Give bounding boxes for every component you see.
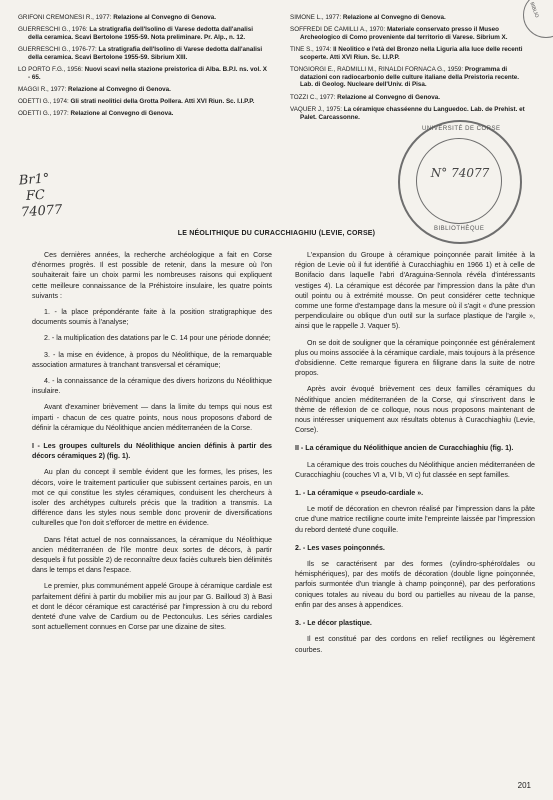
section-heading: II - La céramique du Néolithique ancien de Curacchiaghiu (fig. 1). <box>295 444 514 453</box>
paragraph: Ils se caractérisent par des formes (cylindro-sphéroïdales ou hémisphériques), par des motifs de décoration (double ligne poinçonnée, parfois surmontée d'un triangle à champ poinçonné), par des perforations coniques totales au niveau du bord ou partielles au niveau de la panse, enfin par des anses à appendices. <box>295 560 535 609</box>
left-column <box>32 250 272 639</box>
reference-author: LO PORTO F.G., 1956: <box>18 66 83 74</box>
reference-title: La stratigrafia dell'Isolino di Varese dedotta dall'analisi della ceramica. Scavi Bertolone 1955-59. Nota preliminare. Pr. Alp., n. 12. <box>28 26 254 41</box>
page-number: 201 <box>517 781 531 790</box>
paragraph: Le premier, plus communément appelé Groupe à céramique cardiale est parfaitement défini à partir du mobilier mis au jour par G. Bailloud 3) à Basi et dont le décor céramique est caractérisé par l'impression à cru du rebord denteté d'une valve de Cardium ou de Pectonculus. Les séries cardiales sont actuellement connues en Corse par une dizaine de sites. <box>32 582 272 632</box>
reference-entry <box>18 98 268 106</box>
reference-entry <box>290 26 530 41</box>
reference-title: Materiale conservato presso il Museo Archeologico di Como proveniente dal territorio di Varese. Sibrium X. <box>300 26 508 41</box>
reference-author: GUERRESCHI G., 1976-77: <box>18 46 97 54</box>
reference-author: GRIFONI CREMONESI R., 1977: <box>18 14 112 21</box>
reference-author: SOFFREDI DE CAMILLI A., 1970: <box>290 26 386 34</box>
reference-entry <box>18 86 268 94</box>
library-stamp-inner-ring <box>416 138 502 224</box>
reference-entry <box>290 94 530 102</box>
reference-title: La céramique chasséenne du Languedoc. Lab. de Prehist. et Palet. Carcassonne. <box>300 105 525 121</box>
handwritten-call-number <box>18 171 63 222</box>
corner-stamp-text: BIBLIO <box>528 1 540 19</box>
reference-author: SIMONE L., 1977: <box>290 14 342 21</box>
reference-author: TOZZI C., 1977: <box>290 93 336 101</box>
reference-entry <box>18 46 268 61</box>
subsection-heading: 1. - La céramique « pseudo-cardiale ». <box>295 489 424 498</box>
stamp-number: N° 74077 <box>430 166 490 180</box>
subsection-heading: 3. - Le décor plastique. <box>295 619 372 628</box>
reference-author: ODETTI G., 1974: <box>18 98 69 106</box>
reference-author: MAGGI R., 1977: <box>18 85 67 93</box>
paragraph: Avant d'examiner brièvement — dans la limite du temps qui nous est imparti - chacun de ces quatre points, nous nous proposons d'abord de définir la céramique du Néolithique ancien méditerranéen de la Corse. <box>32 403 272 432</box>
paragraph: 1. - la place prépondérante faite à la position stratigraphique des documents soumis à l'analyse; <box>32 308 272 327</box>
reference-title: Relazione al Convegno di Genova. <box>68 85 171 93</box>
reference-entry <box>290 46 530 61</box>
paragraph: Au plan du concept il semble évident que les formes, les prises, les décors, voire le traitement particulier que subissent certaines parois, en un mot ce qui constitue les styles céramiques, conduisent les chercheurs à isoler des archétypes culturels précis que la tradition a transmis. La différence dans les styles nous semble donc provenir de diversifications culturelles que l'on doit s'efforcer de mettre en évidence. <box>32 468 272 528</box>
reference-entry <box>290 14 530 22</box>
paragraph: On se doit de souligner que la céramique poinçonnée est généralement plus ou moins associée à la céramique cardiale, mais toujours à la présence d'obsidienne. Cette remarque figurera en filigrane dans la suite de notre propos. <box>295 338 535 378</box>
stamp-bottom-text: BIBLIOTHÈQUE <box>434 226 485 232</box>
section-heading: I - Les groupes culturels du Néolithique ancien définis à partir des décors céramiques 2) (fig. 1). <box>32 442 272 461</box>
paragraph: Ces dernières années, la recherche archéologique a fait en Corse d'énormes progrès. Il est possible de retenir, dans la mesure où l'on souhaiterait faire un choix parmi les nombreuses raisons qui expliquent cette meilleure connaissance de la Préhistoire insulaire, les quatre points suivants : <box>32 251 272 300</box>
paragraph: Après avoir évoqué brièvement ces deux familles céramiques du Néolithique ancien méditerranéen de la Corse, qui s'inscrivent dans le thème de réflexion de ce colloque, nous nous proposons maintenant de nous intéresser uniquement aux résultats obtenus à Curacchiaghiu (Levie, Corse). <box>295 385 535 435</box>
reference-title: Relazione al Convegno di Genova. <box>342 14 446 21</box>
references-right <box>290 14 530 126</box>
reference-entry <box>18 26 268 41</box>
paragraph: Dans l'état actuel de nos connaissances, la céramique du Néolithique ancien méditerranéen de l'île montre deux sortes de décors, à partir desquels il fut possible 2) de reconnaître deux faciès culturels bien délimités dans le temps et dans l'espace. <box>32 535 272 575</box>
handwritten-line-1: Br1° <box>18 171 50 189</box>
reference-title: La stratigrafia dell'Isolino di Varese dedotta dall'analisi della ceramica. Scavi Bertolone 1955-59. Sibrium XIII. <box>28 46 263 61</box>
reference-author: GUERRESCHI G., 1976: <box>18 26 88 34</box>
reference-author: TONGIORGI E., RADMILLI M., RINALDI FORNACA G., 1959: <box>290 66 464 74</box>
paragraph: Le motif de décoration en chevron réalisé par l'impression dans la pâte crue d'une matrice rectiligne courte imite l'empreinte laissée par l'impression du rebord denteté d'une coquille. <box>295 505 535 534</box>
reference-author: TINE S., 1974: <box>290 46 332 54</box>
reference-author: ODETTI G., 1977: <box>18 110 69 118</box>
reference-entry <box>290 106 530 121</box>
references-left <box>18 14 268 123</box>
paragraph: 3. - la mise en évidence, à propos du Néolithique, de la remarquable association armatures à tranchant transversal et céramique; <box>32 350 272 369</box>
paragraph: La céramique des trois couches du Néolithique ancien méditerranéen de Curacchiaghiu (couches VI a, VI b, VI c) fut classée en sept familles. <box>295 460 535 479</box>
reference-entry <box>18 66 268 81</box>
article-title: LE NÉOLITHIQUE DU CURACCHIAGHIU (LEVIE, CORSE) <box>177 230 376 237</box>
paragraph: 4. - la connaissance de la céramique des divers horizons du Néolithique insulaire. <box>32 377 272 396</box>
reference-entry <box>290 66 530 89</box>
library-stamp <box>398 120 522 244</box>
paragraph: L'expansion du Groupe à céramique poinçonnée parait limitée à la région de Levie où il fut identifié à Curacchiaghiu en 1966 1) et à celle de Bonifacio dans laquelle l'abri d'Araguina-Sennola révéla d'intéressants vestiges 4). La céramique est décorée par l'impression dans la pâte d'un outil pointu ou à extrémité mousse. On peut considérer cette technique comme une forme d'estampage dans la mesure où il s'agit « d'une pression perpendiculaire ou oblique d'un outil sur la surface plastique de l'argile », ainsi que le rappelle J. Vaquer 5). <box>295 251 535 331</box>
reference-author: VAQUER J., 1975: <box>290 105 343 113</box>
reference-title: Relazione al Convegno di Genova. <box>70 110 174 118</box>
reference-title: Programma di datazioni con radiocarbonio delle culture italiane della Preistoria recente. Lab. di Geolog. Nucleare dell'Univ. di Pisa. <box>300 66 520 89</box>
paragraph: 2. - la multiplication des datations par le C. 14 pour une période donnée; <box>44 334 271 343</box>
reference-title: Gli strati neolitici della Grotta Pollera. Atti XVI Riun. Sc. I.I.P.P. <box>70 98 255 106</box>
reference-title: Il Neolitico e l'età del Bronzo nella Liguria alla luce delle recenti scoperte. Atti XVI Riun. Sc. I.I.P.P. <box>300 46 523 61</box>
reference-title: Relazione al Convegno di Genova. <box>113 14 217 21</box>
reference-title: Nuovi scavi nella stazione preistorica di Alba. B.P.I. ns. vol. X - 65. <box>28 66 267 81</box>
handwritten-line-3: 74077 <box>20 202 63 221</box>
paragraph: Il est constitué par des cordons en relief rectilignes ou légèrement courbes. <box>295 635 535 654</box>
stamp-top-text: UNIVERSITÉ DE CORSE <box>422 126 501 132</box>
handwritten-line-2: FC <box>25 187 46 205</box>
reference-entry <box>18 14 268 22</box>
subsection-heading: 2. - Les vases poinçonnés. <box>295 543 385 552</box>
reference-title: Relazione al Convegno di Genova. <box>337 93 441 101</box>
right-column <box>295 250 535 661</box>
reference-entry <box>18 110 268 118</box>
